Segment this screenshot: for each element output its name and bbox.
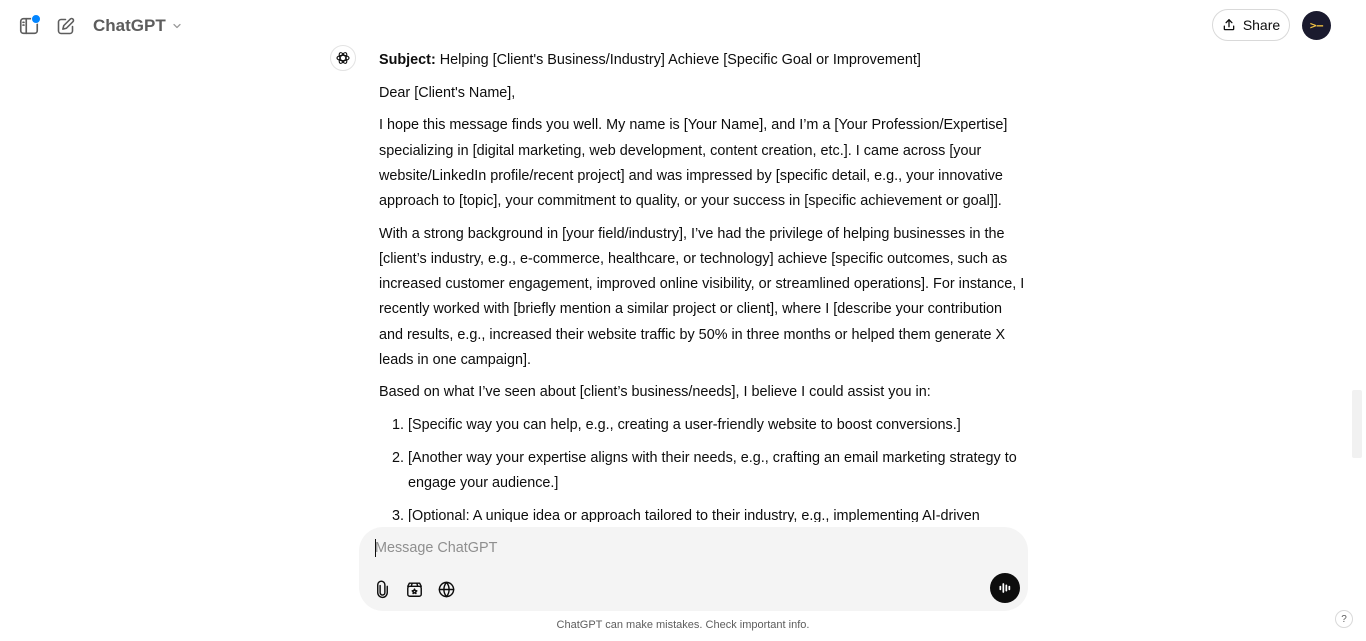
attach-button[interactable]: [371, 578, 393, 600]
tools-button[interactable]: [403, 578, 425, 600]
list-item: 1. [Specific way you can help, e.g., creating a user-friendly website to boost conversions.]: [408, 413, 1025, 438]
paragraph-offer: Based on what I’ve seen about [client’s business/needs], I believe I could assist you in:: [379, 384, 931, 401]
list-item: 3. [Optional: A unique idea or approach tailored to their industry, e.g., implementing AI-driven: [408, 504, 1025, 522]
composer: [359, 527, 1028, 611]
subject-text: Helping [Client's Business/Industry] Achieve [Specific Goal or Improvement]: [435, 52, 921, 68]
disclaimer-text: ChatGPT can make mistakes. Check important info.: [556, 619, 810, 631]
model-name: ChatGPT: [93, 16, 166, 35]
subject-line: [379, 48, 1025, 73]
conversation-area: [0, 44, 1366, 522]
paperclip-icon: [373, 580, 392, 599]
greeting: Dear [Client's Name],: [379, 84, 516, 101]
assistant-avatar: [330, 45, 356, 71]
openai-logo-icon: [335, 50, 351, 66]
scrollbar-thumb[interactable]: [1352, 390, 1362, 458]
subject-label: Subject:: [379, 52, 436, 68]
voice-mode-button[interactable]: [990, 573, 1020, 603]
search-web-button[interactable]: [435, 578, 457, 600]
paragraph-intro: I hope this message finds you well. My name is [Your Name], and I’m a [Your Profession/Expertise] specializing in [digital marketing, web development, content creation, etc.]. I came across [your website/LinkedIn profile/recent project] and was impressed by [specific detail, e.g., your innovative approach to [topic], your commitment to quality, or your success in [specific achievement or goal]].: [379, 117, 1008, 210]
voice-mode-icon: [997, 580, 1013, 596]
notification-dot: [31, 14, 41, 24]
tools-icon: [405, 580, 424, 599]
new-chat-icon: [55, 16, 76, 37]
share-label: Share: [1242, 17, 1281, 33]
share-button[interactable]: [1212, 9, 1290, 41]
text-caret: [375, 539, 376, 557]
offer-list: [379, 413, 1025, 522]
help-label: ?: [1341, 613, 1347, 625]
sidebar-toggle-button[interactable]: [17, 14, 41, 38]
new-chat-button[interactable]: [53, 14, 77, 38]
chevron-down-icon: [171, 20, 183, 32]
globe-icon: [437, 580, 456, 599]
user-avatar[interactable]: [1302, 11, 1331, 40]
assistant-message: [379, 48, 1025, 522]
share-icon: [1222, 18, 1236, 32]
message-input[interactable]: [375, 537, 975, 559]
model-selector[interactable]: [93, 15, 183, 37]
paragraph-background: With a strong background in [your field/industry], I’ve had the privilege of helping businesses in the [client’s industry, e.g., e-commerce, healthcare, or technology] achieve [specific outcomes, such as increased customer engagement, improved online visibility, or streamlined operations]. For instance, I recently worked with [briefly mention a similar project or client], where I [describe your contribution and results, e.g., increased their website traffic by 50% in three months or helped them generate X leads in one campaign].: [379, 225, 1025, 368]
avatar-text: >–: [1309, 19, 1324, 32]
list-item: 2. [Another way your expertise aligns with their needs, e.g., crafting an email marketing strategy to engage your audience.]: [408, 446, 1025, 496]
help-button[interactable]: [1335, 610, 1353, 628]
